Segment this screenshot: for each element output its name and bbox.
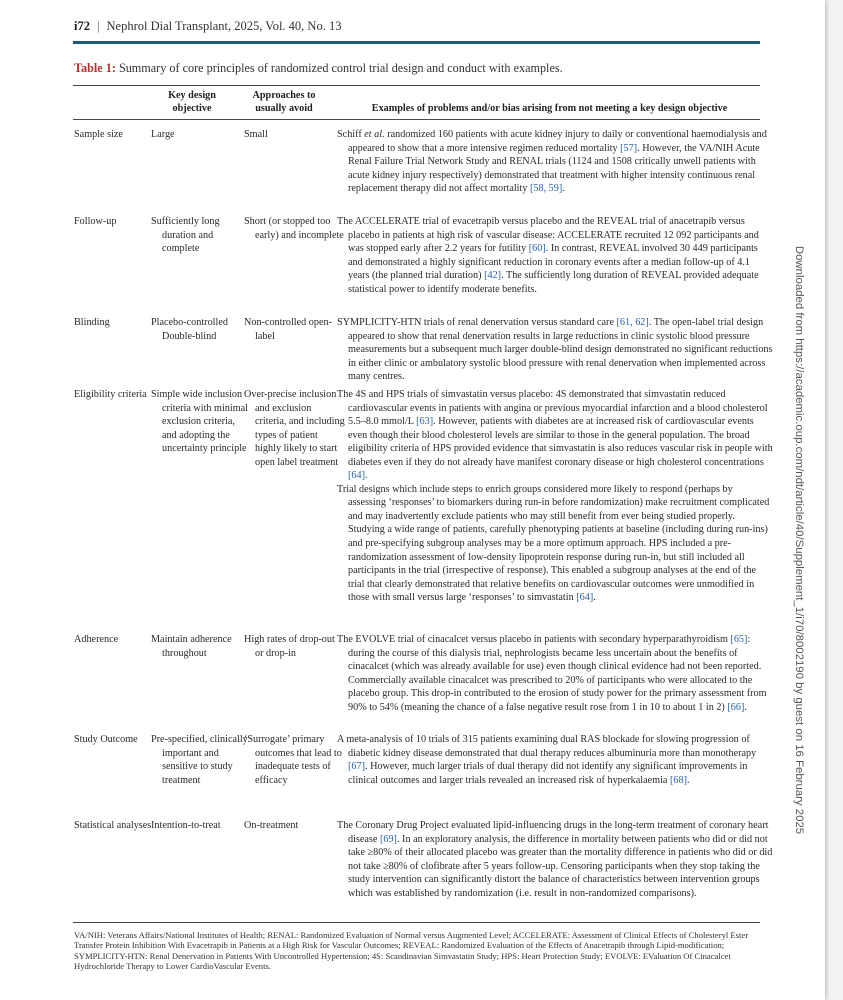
row-label-statistical-analyses: Statistical analyses xyxy=(74,820,152,831)
row-examples-blinding xyxy=(337,316,773,384)
row-examples-sample-size xyxy=(337,128,773,196)
row-label-eligibility-criteria: Eligibility criteria xyxy=(74,389,147,400)
header-approaches-to-avoid: Approaches to usually avoid xyxy=(252,90,316,114)
table-footnote: VA/NIH: Veterans Affairs/National Institutes of Health; RENAL: Randomized Evaluation of Normal versus Augmented Level; ACCELERATE: Assessment of Clinical Effects of Cholesteryl Ester Transfer Protein Inhibition With Evacetrapib in Patients at a High Risk for Vascular Outcomes; REVEAL: Randomized Evaluation of the Effects of Anacetrapib through Lipid-modification; SYMPLICITY-HTN: Renal Denervation in Patients With Uncontrolled Hypertension; 4S: Scandinavian Simvastatin Study; HPS: Heart Protection Study; EVOLVE: EValuation Of Cinacalcet Hydrochloride Therapy to Lower CardioVascular Events. xyxy=(74,930,749,971)
header-rule xyxy=(73,41,760,44)
citation-link[interactable]: [60] xyxy=(528,243,546,255)
table-header-rule xyxy=(73,119,760,120)
row-avoid-blinding: Non-controlled open-label xyxy=(244,317,332,342)
row-objective-follow-up: Sufficiently long duration and complete xyxy=(151,216,220,255)
example-paragraph: The 4S and HPS trials of simvastatin versus placebo: 4S demonstrated that simvastatin reduced cardiovascular events in patients with angina or previous myocardial infarction and a blood cholesterol 5.5–8.0 mmol/L [63]. However, patients with diabetes are at increased risk of cardiovascular events even though their blood cholesterol levels are similar to those in the general population. The broad eligibility criteria of HPS provided evidence that simvastatin is also reduces vascular risk in people with diabetes even if they do not already have manifest coronary disease or high cholesterol concentrations [64]. xyxy=(337,389,773,482)
row-examples-eligibility-criteria xyxy=(337,388,773,605)
citation-link[interactable]: [58, 59] xyxy=(529,183,563,195)
row-objective-study-outcome: Pre-specified, clinically important and sensitive to study treatment xyxy=(151,734,248,786)
row-objective-blinding: Placebo-controlled Double-blind xyxy=(151,317,228,342)
row-label-sample-size: Sample size xyxy=(74,129,123,140)
example-paragraph: Trial designs which include steps to enrich groups considered more likely to respond (perhaps by assessing ‘responses’ to biomarkers during run-in before randomization) make recruitment complicated and may inadvertently exclude patients who may still benefit from ever being studied properly. Studying a wide range of patients, carefully phenotyping patients at baseline (including during run-ins) and pre-specifying subgroup analyses may be a more optimum approach. HPS included a pre-randomization assessment of low-density lipoprotein response during run-in, but still included all participants in the trial (irrespective of response). This enabled a subgroup analyses at the end of the trial that clearly demonstrated that relative benefits on cardiovascular outcomes were unmodified in those with small versus large ‘responses’ to simvastatin [64]. xyxy=(337,483,770,604)
row-avoid-eligibility-criteria: Over-precise inclusion and exclusion criteria, and including types of patient highly likely to start open label treatment xyxy=(244,389,345,468)
example-paragraph: The ACCELERATE trial of evacetrapib versus placebo and the REVEAL trial of anacetrapib versus placebo in patients at high risk of vascular disease: ACCELERATE recruited 12 092 participants and was stopped early after 2.2 years for futility [60]. In contrast, REVEAL involved 30 449 participants and demonstrated a highly significant reduction in coronary events after a median follow-up of 4.1 years (the planned trial duration) [42]. The sufficiently long duration of REVEAL provided adequate statistical power to identify moderate benefits. xyxy=(337,216,759,295)
row-avoid-adherence: High rates of drop-out or drop-in xyxy=(244,634,335,659)
example-paragraph: The Coronary Drug Project evaluated lipid-influencing drugs in the long-term treatment of coronary heart disease [69]. In an exploratory analysis, the difference in mortality between patients who did or did not take ≥80% of their allocated placebo was greater than the mortality difference in patients who did or did not take ≥80% of clofibrate after 5 years follow-up. Censoring participants when they stop taking the study intervention can significantly distort the balance of characteristics between intervention groups which was established by randomization (i.e. result in non-randomized comparisons). xyxy=(337,820,773,899)
row-label-follow-up: Follow-up xyxy=(74,216,117,227)
row-avoid-follow-up: Short (or stopped too early) and incomplete xyxy=(244,216,344,241)
running-head-separator: | xyxy=(96,19,100,33)
running-head xyxy=(74,19,341,34)
citation-link[interactable]: [64] xyxy=(576,592,594,604)
example-paragraph: A meta-analysis of 10 trials of 315 patients examining dual RAS blockade for slowing progression of diabetic kidney disease demonstrated that dual therapy reduces albuminuria more than monotherapy [67]. However, much larger trials of dual therapy did not identify any significant improvements in clinical outcomes and larger trials revealed an increased risk of hyperkalaemia [68]. xyxy=(337,734,757,786)
citation-link[interactable]: [42] xyxy=(484,270,502,282)
row-examples-follow-up xyxy=(337,215,773,296)
row-examples-adherence xyxy=(337,633,773,714)
citation-link[interactable]: [64] xyxy=(348,470,365,482)
row-objective-adherence: Maintain adherence throughout xyxy=(151,634,232,659)
row-avoid-statistical-analyses: On-treatment xyxy=(244,820,299,831)
row-avoid-sample-size: Small xyxy=(244,129,268,140)
table-top-rule xyxy=(73,85,760,86)
citation-link[interactable]: [67] xyxy=(348,761,365,773)
row-examples-study-outcome xyxy=(337,733,773,787)
download-notice: Downloaded from https://academic.oup.com/ndt/article/40/Supplement_1/i70/8002190 by guest on 16 February 2025 xyxy=(793,245,805,835)
table-label: Table 1: xyxy=(74,61,116,75)
citation-link[interactable]: [61, 62] xyxy=(616,317,649,328)
page-number: i72 xyxy=(74,19,90,33)
row-label-adherence: Adherence xyxy=(74,634,119,645)
example-paragraph: The EVOLVE trial of cinacalcet versus placebo in patients with secondary hyperparathyroidism [65]: during the course of this dialysis trial, nephrologists became less uncertain about the benefits of cinacalcet (which was already available for use) even though clinical evidence had not been reported. Commercially available cinacalcet was prescribed to 20% of participants who were allocated to the placebo group. This drop-in contributed to the erosion of study power for the primary assessment from 90% to 54% (meaning the chance of a false negative result rose from 1 in 10 to about 1 in 2) [66]. xyxy=(337,634,767,713)
header-examples: Examples of problems and/or bias arising from not meeting a key design objective xyxy=(371,103,728,114)
table-caption xyxy=(74,61,563,76)
row-examples-statistical-analyses xyxy=(337,819,773,900)
italic-text: et al. xyxy=(364,129,385,140)
table-bottom-rule xyxy=(73,922,760,923)
row-avoid-study-outcome: ‘Surrogate’ primary outcomes that lead to inadequate tests of efficacy xyxy=(244,734,342,786)
table-title: Summary of core principles of randomized control trial design and conduct with examples. xyxy=(118,61,563,75)
row-label-blinding: Blinding xyxy=(74,317,110,328)
header-key-design-objective: Key design objective xyxy=(168,90,216,114)
example-paragraph: Schiff et al. randomized 160 patients with acute kidney injury to daily or conventional haemodialysis and appeared to show that a more intensive regimen reduced mortality [57]. However, the VA/NIH Acute Renal Failure Trial Network Study and RENAL trials (1124 and 1508 critically unwell patients with acute kidney injury respectively) demonstrated that treatment with higher intensity continuous renal replacement therapy did not affect mortality [58, 59]. xyxy=(337,129,767,195)
row-objective-statistical-analyses: Intention-to-treat xyxy=(151,820,221,831)
citation-link[interactable]: [69] xyxy=(379,833,397,845)
citation-link[interactable]: [57] xyxy=(620,142,638,154)
row-objective-sample-size: Large xyxy=(151,129,175,140)
citation-link[interactable]: [68] xyxy=(670,774,687,786)
citation-link[interactable]: [63] xyxy=(416,416,434,428)
citation-link[interactable]: [66] xyxy=(727,701,745,713)
citation-link[interactable]: [65] xyxy=(730,634,748,645)
row-objective-eligibility-criteria: Simple wide inclusion criteria with minimal exclusion criteria, and adopting the uncertainty principle xyxy=(151,389,249,455)
journal-citation: Nephrol Dial Transplant, 2025, Vol. 40, No. 13 xyxy=(106,19,342,33)
example-paragraph: SYMPLICITY-HTN trials of renal denervation versus standard care [61, 62]. The open-label trial design appeared to show that renal denervation results in large reductions in clinic systolic blood pressure measurements but a subsequent much larger double-blind design demonstrated no significant reductions in either clinic or ambulatory systolic blood pressure with renal denervation when implemented across many centres. xyxy=(337,317,773,383)
row-label-study-outcome: Study Outcome xyxy=(74,734,138,745)
